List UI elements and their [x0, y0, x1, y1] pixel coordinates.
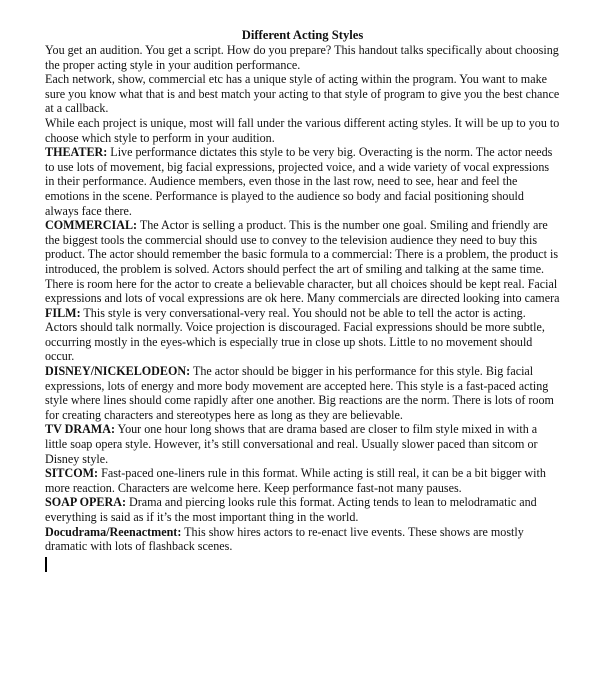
style-commercial: [45, 218, 560, 306]
style-tv-drama: [45, 422, 560, 466]
style-description: The actor should be bigger in his performance for this style. Big facial expressions, lots of energy and more body movement are accepted here. This style is a fast-paced acting style where lines should come rapidly after one another. Big reactions are the norm. There is lots of room for creating characters and stereotypes here as long as they are believable.: [45, 364, 554, 422]
style-term: TV DRAMA:: [45, 422, 115, 437]
text-cursor[interactable]: [45, 557, 47, 572]
style-description: Drama and piercing looks rule this format. Acting tends to lean to melodramatic and everything is said as if it’s the most important thing in the world.: [45, 495, 537, 524]
style-description: The Actor is selling a product. This is the number one goal. Smiling and friendly are the biggest tools the commercial should use to convey to the television audience they need to buy this product. The actor should remember the basic formula to a commercial: There is a problem, the product is introduced, the problem is solved. Actors should perfect the art of smiling and talking at the same time. There is room here for the actor to create a believable character, but all choices should be kept real. Facial expressions and lots of vocal expressions are ok here. Many commercials are directed looking into camera: [45, 218, 560, 306]
style-docudrama: [45, 525, 560, 554]
intro-paragraph-3: While each project is unique, most will fall under the various different acting styles. It will be up to you to choose which style to perform in your audition.: [45, 115, 560, 145]
style-description: This style is very conversational-very real. You should not be able to tell the actor is acting. Actors should talk normally. Voice projection is discouraged. Facial expressions should be more subtle, occurring mostly in the eyes-which is especially true in close up shots. Little to no movement should occur.: [45, 305, 545, 364]
style-term: SOAP OPERA:: [45, 495, 126, 510]
style-term: SITCOM:: [45, 466, 99, 481]
style-term: FILM:: [45, 305, 81, 320]
style-description: Your one hour long shows that are drama based are closer to film style mixed in with a little soap opera style. However, it’s still conversational and real. Usually slower paced than sitcom or Disney style.: [45, 422, 538, 466]
style-term: THEATER:: [45, 145, 108, 160]
style-description: Live performance dictates this style to be very big. Overacting is the norm. The actor needs to use lots of movement, big facial expressions, projected voice, and a wide variety of vocal expressions in their performance. Audience members, even those in the last row, need to see, hear and feel the emotions in the scene. Performance is played to the audience so body and facial positioning should always face there.: [45, 145, 553, 218]
style-soap-opera: [45, 495, 560, 524]
intro-paragraph-1: You get an audition. You get a script. How do you prepare? This handout talks specifically about choosing the proper acting style in your audition performance.: [45, 43, 559, 72]
intro-paragraph-2: Each network, show, commercial etc has a unique style of acting within the program. You want to make sure you know what that is and best match your acting to that style of program to give you the best chance at a callback.: [45, 72, 560, 116]
style-sitcom: [45, 466, 560, 495]
style-disney-nickelodeon: [45, 364, 560, 422]
style-theater: [45, 145, 560, 218]
style-term: DISNEY/NICKELODEON:: [45, 364, 191, 379]
style-description: This show hires actors to re-enact live events. These shows are mostly dramatic with lots of flashback scenes.: [45, 524, 524, 554]
document-title: Different Acting Styles: [241, 28, 364, 42]
style-term: COMMERCIAL:: [45, 218, 138, 233]
style-description: Fast-paced one-liners rule in this format. While acting is still real, it can be a bit bigger with more reaction. Characters are welcome here. Keep performance fast-not many pauses.: [45, 466, 546, 495]
style-film: [45, 306, 560, 364]
style-term: Docudrama/Reenactment:: [45, 524, 182, 539]
